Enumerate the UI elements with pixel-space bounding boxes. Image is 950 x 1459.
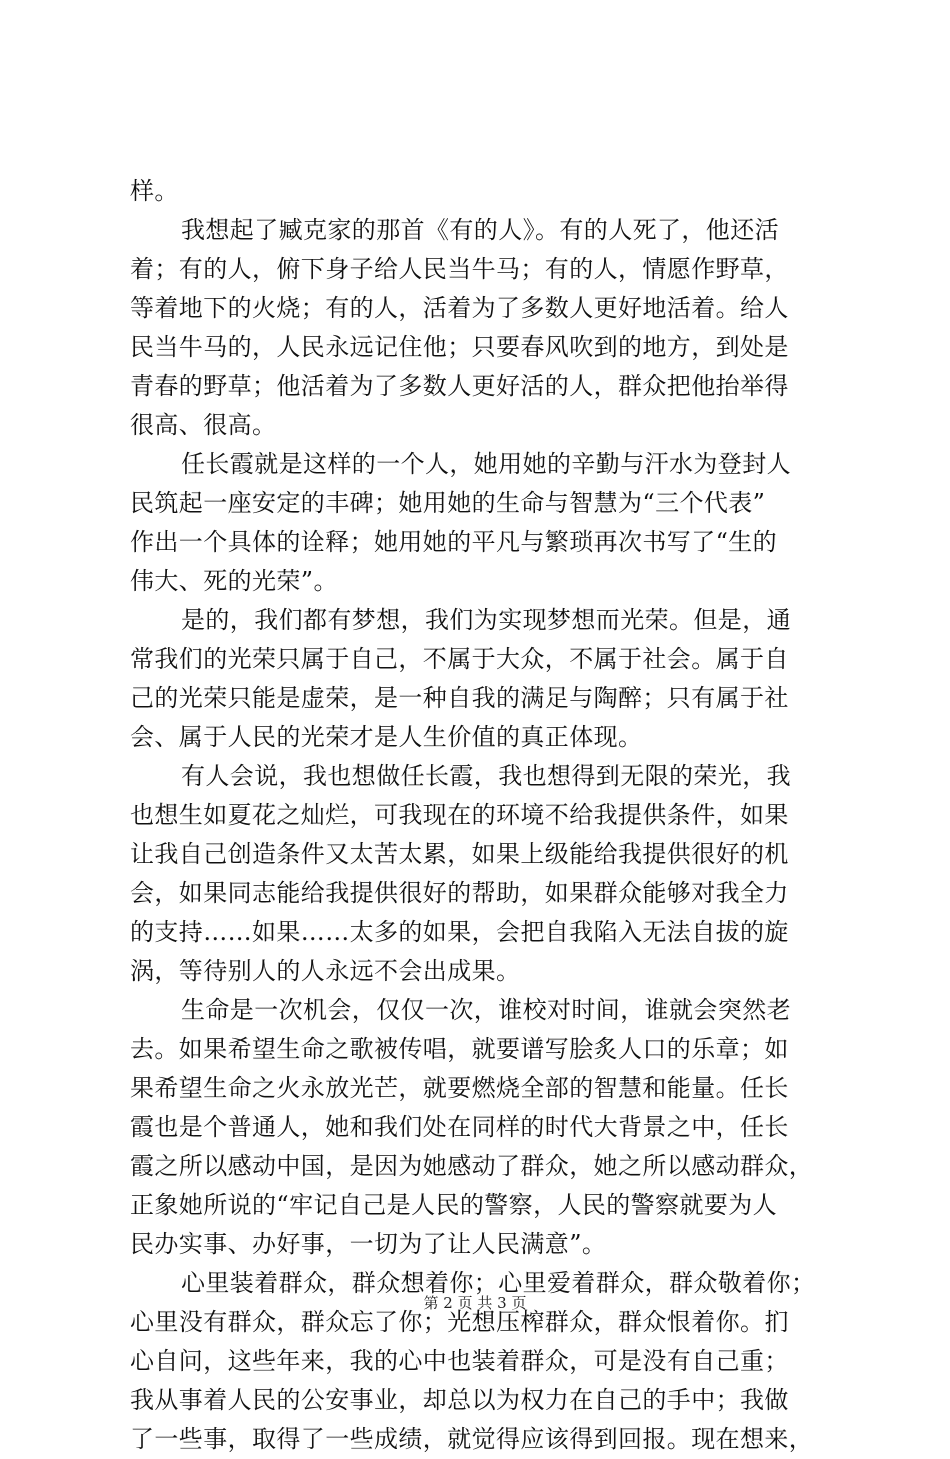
text-line: 会，如果同志能给我提供很好的帮助，如果群众能够对我全力 xyxy=(130,879,789,907)
text-line: 很高、很高。 xyxy=(130,411,277,439)
text-line: 是的，我们都有梦想，我们为实现梦想而光荣。但是，通 xyxy=(181,606,791,634)
text-line: 己的光荣只能是虚荣，是一种自我的满足与陶醉；只有属于社 xyxy=(130,684,789,712)
text-line: 生命是一次机会，仅仅一次，谁校对时间，谁就会突然老 xyxy=(181,996,791,1024)
text-line: 让我自己创造条件又太苦太累，如果上级能给我提供很好的机 xyxy=(130,840,789,868)
body-text xyxy=(130,172,830,1459)
text-line: 的支持……如果……太多的如果，会把自我陷入无法自拔的旋 xyxy=(130,918,789,946)
text-line: 伟大、死的光荣”。 xyxy=(130,567,338,595)
text-line: 霞之所以感动中国，是因为她感动了群众，她之所以感动群众， xyxy=(130,1152,814,1180)
text-line: 涡，等待别人的人永远不会出成果。 xyxy=(130,957,521,985)
text-line: 任长霞就是这样的一个人，她用她的辛勤与汗水为登封人 xyxy=(181,450,791,478)
page-footer: 第 2 页 共 3 页 xyxy=(423,1294,527,1312)
text-line: 会、属于人民的光荣才是人生价值的真正体现。 xyxy=(130,723,643,751)
text-line: 样。 xyxy=(130,177,179,205)
text-line: 心里没有群众，群众忘了你；光想压榨群众，群众恨着你。扪 xyxy=(130,1308,789,1336)
text-line: 我想起了臧克家的那首《有的人》。有的人死了，他还活 xyxy=(181,216,779,244)
text-line: 有人会说，我也想做任长霞，我也想得到无限的荣光，我 xyxy=(181,762,791,790)
text-line: 民当牛马的，人民永远记住他；只要春风吹到的地方，到处是 xyxy=(130,333,789,361)
text-line: 心里装着群众，群众想着你；心里爱着群众，群众敬着你； xyxy=(181,1269,816,1297)
text-line: 民办实事、办好事，一切为了让人民满意”。 xyxy=(130,1230,607,1258)
text-line: 着；有的人，俯下身子给人民当牛马；有的人，情愿作野草， xyxy=(130,255,789,283)
text-line: 去。如果希望生命之歌被传唱，就要谱写脍炙人口的乐章；如 xyxy=(130,1035,789,1063)
text-line: 也想生如夏花之灿烂，可我现在的环境不给我提供条件，如果 xyxy=(130,801,789,829)
text-line: 正象她所说的“牢记自己是人民的警察，人民的警察就要为人 xyxy=(130,1191,778,1219)
text-line: 我从事着人民的公安事业，却总以为权力在自己的手中；我做 xyxy=(130,1386,789,1414)
text-line: 果希望生命之火永放光芒，就要燃烧全部的智慧和能量。任长 xyxy=(130,1074,789,1102)
text-line: 常我们的光荣只属于自己，不属于大众，不属于社会。属于自 xyxy=(130,645,789,673)
text-line: 心自问，这些年来，我的心中也装着群众，可是没有自己重； xyxy=(130,1347,789,1375)
text-line: 民筑起一座安定的丰碑；她用她的生命与智慧为“三个代表” xyxy=(130,489,766,517)
text-line: 作出一个具体的诠释；她用她的平凡与繁琐再次书写了“生的 xyxy=(130,528,778,556)
text-line: 霞也是个普通人，她和我们处在同样的时代大背景之中，任长 xyxy=(130,1113,789,1141)
text-line: 等着地下的火烧；有的人，活着为了多数人更好地活着。给人 xyxy=(130,294,789,322)
text-line: 了一些事，取得了一些成绩，就觉得应该得到回报。现在想来， xyxy=(130,1425,814,1453)
text-line: 青春的野草；他活着为了多数人更好活的人，群众把他抬举得 xyxy=(130,372,789,400)
